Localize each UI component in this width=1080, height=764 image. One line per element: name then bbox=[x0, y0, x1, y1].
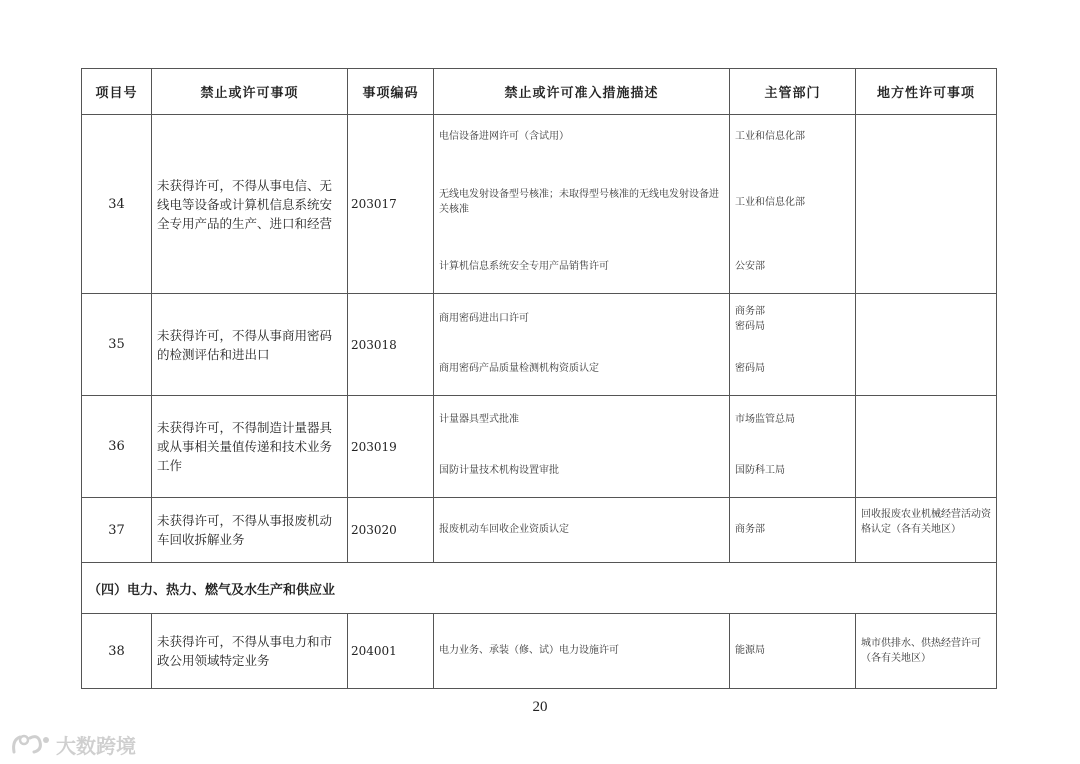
watermark bbox=[10, 730, 136, 759]
row-number: 38 bbox=[82, 614, 152, 689]
item-code: 203020 bbox=[348, 498, 434, 563]
department-cell bbox=[730, 614, 856, 689]
department-text: 公安部 bbox=[735, 261, 765, 272]
department-text: 国防科工局 bbox=[735, 465, 785, 476]
local-permit-cell bbox=[856, 614, 997, 689]
watermark-text: 大数跨境 bbox=[56, 734, 136, 758]
measure-text: 商用密码产品质量检测机构资质认定 bbox=[439, 363, 599, 374]
section-heading: （四）电力、热力、燃气及水生产和供应业 bbox=[82, 563, 997, 614]
item-code: 203018 bbox=[348, 294, 434, 396]
item-description: 未获得许可，不得从事报废机动车回收拆解业务 bbox=[152, 498, 348, 563]
measure-text: 计算机信息系统安全专用产品销售许可 bbox=[439, 261, 609, 272]
local-permit-text: 城市供排水、供热经营许可（各有关地区） bbox=[861, 638, 981, 664]
local-permit-cell bbox=[856, 396, 997, 498]
local-permit-cell bbox=[856, 498, 997, 563]
measure-text: 报废机动车回收企业资质认定 bbox=[439, 524, 569, 535]
measures-cell bbox=[434, 498, 730, 563]
department-text: 市场监管总局 bbox=[735, 414, 795, 425]
department-cell bbox=[730, 498, 856, 563]
table-row bbox=[82, 294, 997, 396]
page-number: 20 bbox=[532, 699, 548, 715]
local-permit-cell bbox=[856, 115, 997, 294]
header-item: 禁止或许可事项 bbox=[152, 69, 348, 115]
measures-cell bbox=[434, 614, 730, 689]
department-cell bbox=[730, 396, 856, 498]
row-number: 37 bbox=[82, 498, 152, 563]
item-code: 204001 bbox=[348, 614, 434, 689]
measures-cell bbox=[434, 115, 730, 294]
department-text: 工业和信息化部 bbox=[735, 131, 805, 142]
department-cell bbox=[730, 294, 856, 396]
item-code: 203019 bbox=[348, 396, 434, 498]
measure-text: 电力业务、承装（修、试）电力设施许可 bbox=[439, 645, 619, 656]
header-local: 地方性许可事项 bbox=[856, 69, 997, 115]
department-text: 密码局 bbox=[735, 363, 765, 374]
table-row bbox=[82, 115, 997, 294]
measure-text: 电信设备进网许可（含试用） bbox=[439, 131, 569, 142]
item-description: 未获得许可，不得从事电信、无线电等设备或计算机信息系统安全专用产品的生产、进口和经营 bbox=[152, 115, 348, 294]
department-text: 商务部 bbox=[735, 524, 765, 535]
header-measures: 禁止或许可准入措施描述 bbox=[434, 69, 730, 115]
measure-text: 国防计量技术机构设置审批 bbox=[439, 465, 559, 476]
row-number: 34 bbox=[82, 115, 152, 294]
permit-table bbox=[81, 68, 997, 689]
local-permit-text: 回收报废农业机械经营活动资格认定（各有关地区） bbox=[861, 509, 991, 535]
row-number: 36 bbox=[82, 396, 152, 498]
section-row bbox=[82, 563, 997, 614]
item-description: 未获得许可，不得制造计量器具或从事相关量值传递和技术业务工作 bbox=[152, 396, 348, 498]
brand-logo-icon bbox=[10, 732, 52, 758]
header-department: 主管部门 bbox=[730, 69, 856, 115]
item-description: 未获得许可，不得从事商用密码的检测评估和进出口 bbox=[152, 294, 348, 396]
local-permit-cell bbox=[856, 294, 997, 396]
department-cell bbox=[730, 115, 856, 294]
header-code: 事项编码 bbox=[348, 69, 434, 115]
item-description: 未获得许可，不得从事电力和市政公用领域特定业务 bbox=[152, 614, 348, 689]
row-number: 35 bbox=[82, 294, 152, 396]
table-row bbox=[82, 396, 997, 498]
measure-text: 无线电发射设备型号核准；未取得型号核准的无线电发射设备进关核准 bbox=[439, 189, 719, 215]
table-header-row bbox=[82, 69, 997, 115]
header-item-no: 项目号 bbox=[82, 69, 152, 115]
measures-cell bbox=[434, 294, 730, 396]
table-row bbox=[82, 498, 997, 563]
table-row bbox=[82, 614, 997, 689]
measure-text: 商用密码进出口许可 bbox=[439, 313, 529, 324]
department-text: 商务部 密码局 bbox=[735, 306, 765, 332]
department-text: 能源局 bbox=[735, 645, 765, 656]
measure-text: 计量器具型式批准 bbox=[439, 414, 519, 425]
department-text: 工业和信息化部 bbox=[735, 197, 805, 208]
item-code: 203017 bbox=[348, 115, 434, 294]
measures-cell bbox=[434, 396, 730, 498]
